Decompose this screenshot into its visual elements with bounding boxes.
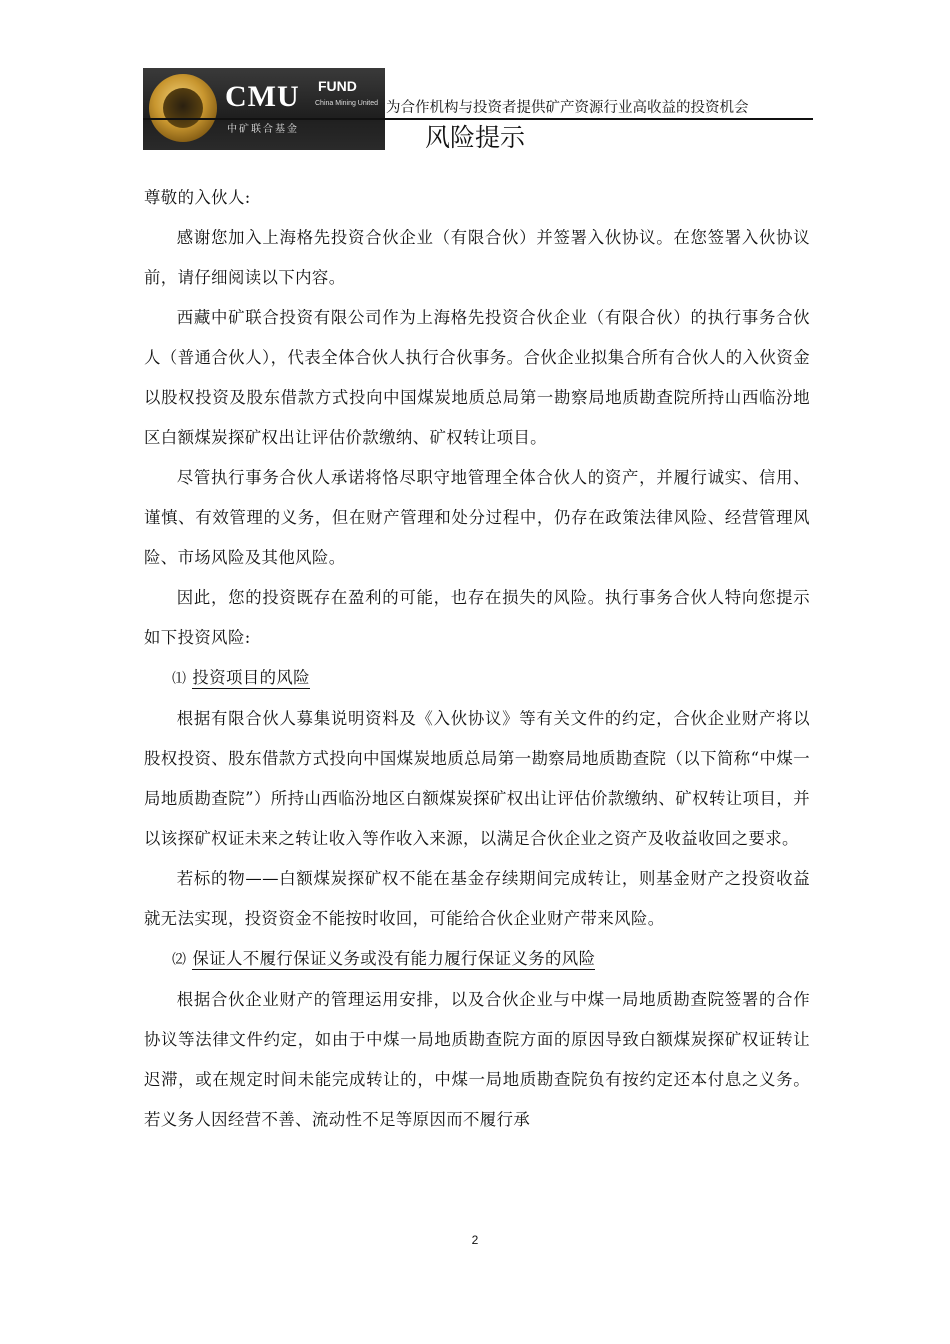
logo-fund: FUND xyxy=(318,78,357,94)
page-title: 风险提示 xyxy=(424,123,525,152)
paragraph-gp-role: 西藏中矿联合投资有限公司作为上海格先投资合伙企业（有限合伙）的执行事务合伙人（普通合伙人），代表全体合伙人执行合伙事务。合伙企业拟集合所有合伙人的入伙资金以股权投资及股东借款方式投向中国煤炭地质总局第一勘察局地质勘查院所持山西临汾地区白额煤炭探矿权出让评估价款缴纳、矿权转让项目。 xyxy=(144,308,810,447)
paragraph-risk-overview: 尽管执行事务合伙人承诺将恪尽职守地管理全体合伙人的资产，并履行诚实、信用、谨慎、有效管理的义务，但在财产管理和处分过程中，仍存在政策法律风险、经营管理风险、市场风险及其他风险。 xyxy=(144,468,810,567)
page-number: 2 xyxy=(471,1233,479,1247)
paragraph-intro: 感谢您加入上海格先投资合伙企业（有限合伙）并签署入伙协议。在您签署入伙协议前，请仔细阅读以下内容。 xyxy=(144,228,810,287)
paragraph-transfer-risk: 若标的物——白额煤炭探矿权不能在基金存续期间完成转让，则基金财产之投资收益就无法实现，投资资金不能按时收回，可能给合伙企业财产带来风险。 xyxy=(144,869,810,928)
document-body xyxy=(144,178,810,1140)
section-title-2: 保证人不履行保证义务或没有能力履行保证义务的风险 xyxy=(192,949,596,968)
header-slogan: 为合作机构与投资者提供矿产资源行业高收益的投资机会 xyxy=(386,100,749,116)
salutation: 尊敬的入伙人: xyxy=(144,188,251,207)
paragraph-guarantor-risk: 根据合伙企业财产的管理运用安排，以及合伙企业与中煤一局地质勘查院签署的合作协议等法律文件约定，如由于中煤一局地质勘查院方面的原因导致白额煤炭探矿权证转让迟滞，或在规定时间未能完成转让的，中煤一局地质勘查院负有按约定还本付息之义务。若义务人因经营不善、流动性不足等原因而不履行承 xyxy=(144,990,810,1129)
logo-brand: CMU xyxy=(225,80,300,113)
logo-subtitle: China Mining United xyxy=(315,100,379,107)
section-title-1: 投资项目的风险 xyxy=(192,668,310,687)
paragraph-project-risk: 根据有限合伙人募集说明资料及《入伙协议》等有关文件的约定，合伙企业财产将以股权投资、股东借款方式投向中国煤炭地质总局第一勘察局地质勘查院（以下简称“中煤一局地质勘查院”）所持山西临汾地区白额煤炭探矿权出让评估价款缴纳、矿权转让项目，并以该探矿权证未来之转让收入等作收入来源，以满足合伙企业之资产及收益收回之要求。 xyxy=(144,709,810,848)
section-heading-1 xyxy=(144,658,810,699)
section-number-1: ⑴ xyxy=(172,671,187,687)
section-number-2: ⑵ xyxy=(172,952,187,968)
logo-chinese-name: 中矿联合基金 xyxy=(227,124,299,135)
section-heading-2 xyxy=(144,939,810,980)
paragraph-risk-notice: 因此，您的投资既存在盈利的可能，也存在损失的风险。执行事务合伙人特向您提示如下投资风险: xyxy=(144,588,810,647)
